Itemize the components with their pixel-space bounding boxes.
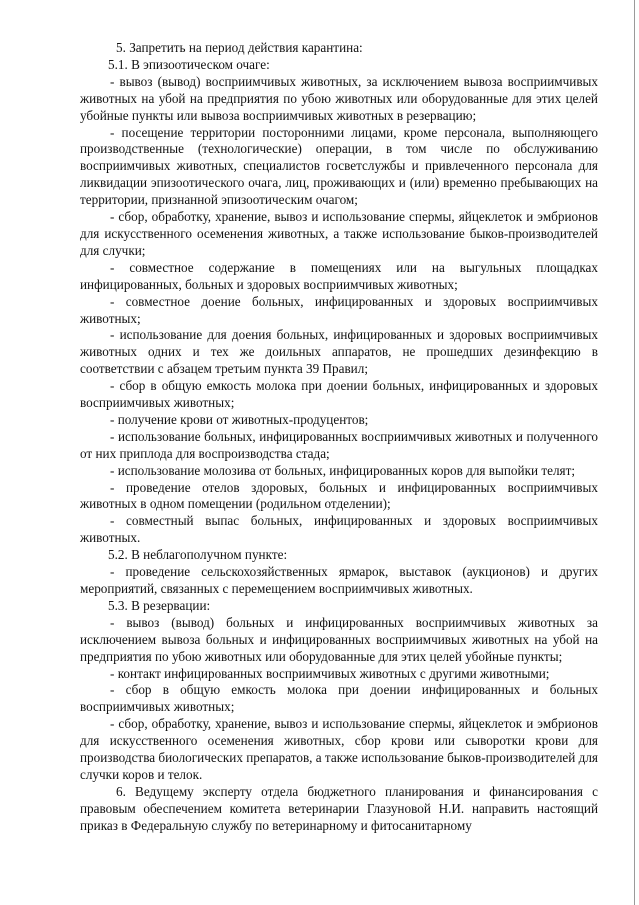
list-item: - использование молозива от больных, инфицированных коров для выпойки телят; [110, 462, 576, 478]
list-item: - использование для доения больных, инфицированных и здоровых восприимчивых животных одних и тех же доильных аппаратов, не прошедших дезинфекцию в соответствии с абзацем третьим пункта 39 Правил; [80, 327, 598, 377]
page-edge-line [634, 0, 635, 905]
paragraph-heading-6: 6. Ведущему эксперту отдела бюджетного планирования и финансирования с правовым обеспечением комитета ветеринарии Глазуновой Н.И. направить настоящий приказ в Федеральную службу по ветеринарному и фитосанитарному [80, 783, 598, 833]
list-item: - посещение территории посторонними лицами, кроме персонала, выполняющего производственные (технологические) операции, в том числе по обслуживанию восприимчивых животных, специалистов госветслужбы и привлеченного персонала для ликвидации эпизоотического очага, лиц, проживающих и (или) временно пребывающих на территории, признанной эпизоотическим очагом; [80, 124, 598, 208]
paragraph-subheading-5-3: 5.3. В резервации: [108, 597, 211, 613]
list-item: - получение крови от животных-продуцентов; [110, 411, 369, 427]
list-item: - использование больных, инфицированных восприимчивых животных и полученного от них приплода для воспроизводства стада; [80, 428, 598, 461]
list-item: - сбор, обработку, хранение, вывоз и использование спермы, яйцеклеток и эмбрионов для искусственного осеменения животных, сбор крови или сыворотки крови для производства биологических препаратов, а также использование быков-производителей для случки коров и телок. [80, 716, 598, 782]
list-item: - совместный выпас больных, инфицированных и здоровых восприимчивых животных. [80, 513, 598, 546]
list-item: - совместное содержание в помещениях или на выгульных площадках инфицированных, больных и здоровых восприимчивых животных; [80, 259, 598, 292]
paragraph-subheading-5-2: 5.2. В неблагополучном пункте: [108, 547, 288, 563]
document-body [80, 40, 598, 835]
list-item: - сбор, обработку, хранение, вывоз и использование спермы, яйцеклеток и эмбрионов для искусственного осеменения животных, а также использование быков-производителей для случки; [80, 209, 598, 258]
paragraph-subheading-5-1: 5.1. В эпизоотическом очаге: [108, 56, 270, 72]
list-item: - сбор в общую емкость молока при доении больных, инфицированных и здоровых восприимчивых животных; [80, 378, 598, 411]
list-item: - проведение сельскохозяйственных ярмарок, выставок (аукционов) и других мероприятий, связанных с перемещением восприимчивых животных. [80, 564, 598, 596]
list-item: - вывоз (вывод) восприимчивых животных, за исключением вывоза восприимчивых животных на убой на предприятия по убою животных или оборудованные для этих целей убойные пункты или вывоза восприимчивых животных в резервацию; [80, 73, 598, 123]
list-item: - совместное доение больных, инфицированных и здоровых восприимчивых животных; [80, 293, 598, 326]
list-item: - проведение отелов здоровых, больных и инфицированных восприимчивых животных в одном помещении (родильном отделении); [80, 479, 598, 512]
paragraph-heading-5: 5. Запретить на период действия карантина: [116, 40, 363, 55]
list-item: - вывоз (вывод) больных и инфицированных восприимчивых животных за исключением вывоза больных и инфицированных восприимчивых животных на убой на предприятия по убою животных или оборудованные для этих целей убойные пункты; [80, 614, 598, 664]
list-item: - сбор в общую емкость молока при доении инфицированных и больных восприимчивых животных; [80, 682, 598, 715]
list-item: - контакт инфицированных восприимчивых животных с другими животными; [110, 665, 550, 681]
